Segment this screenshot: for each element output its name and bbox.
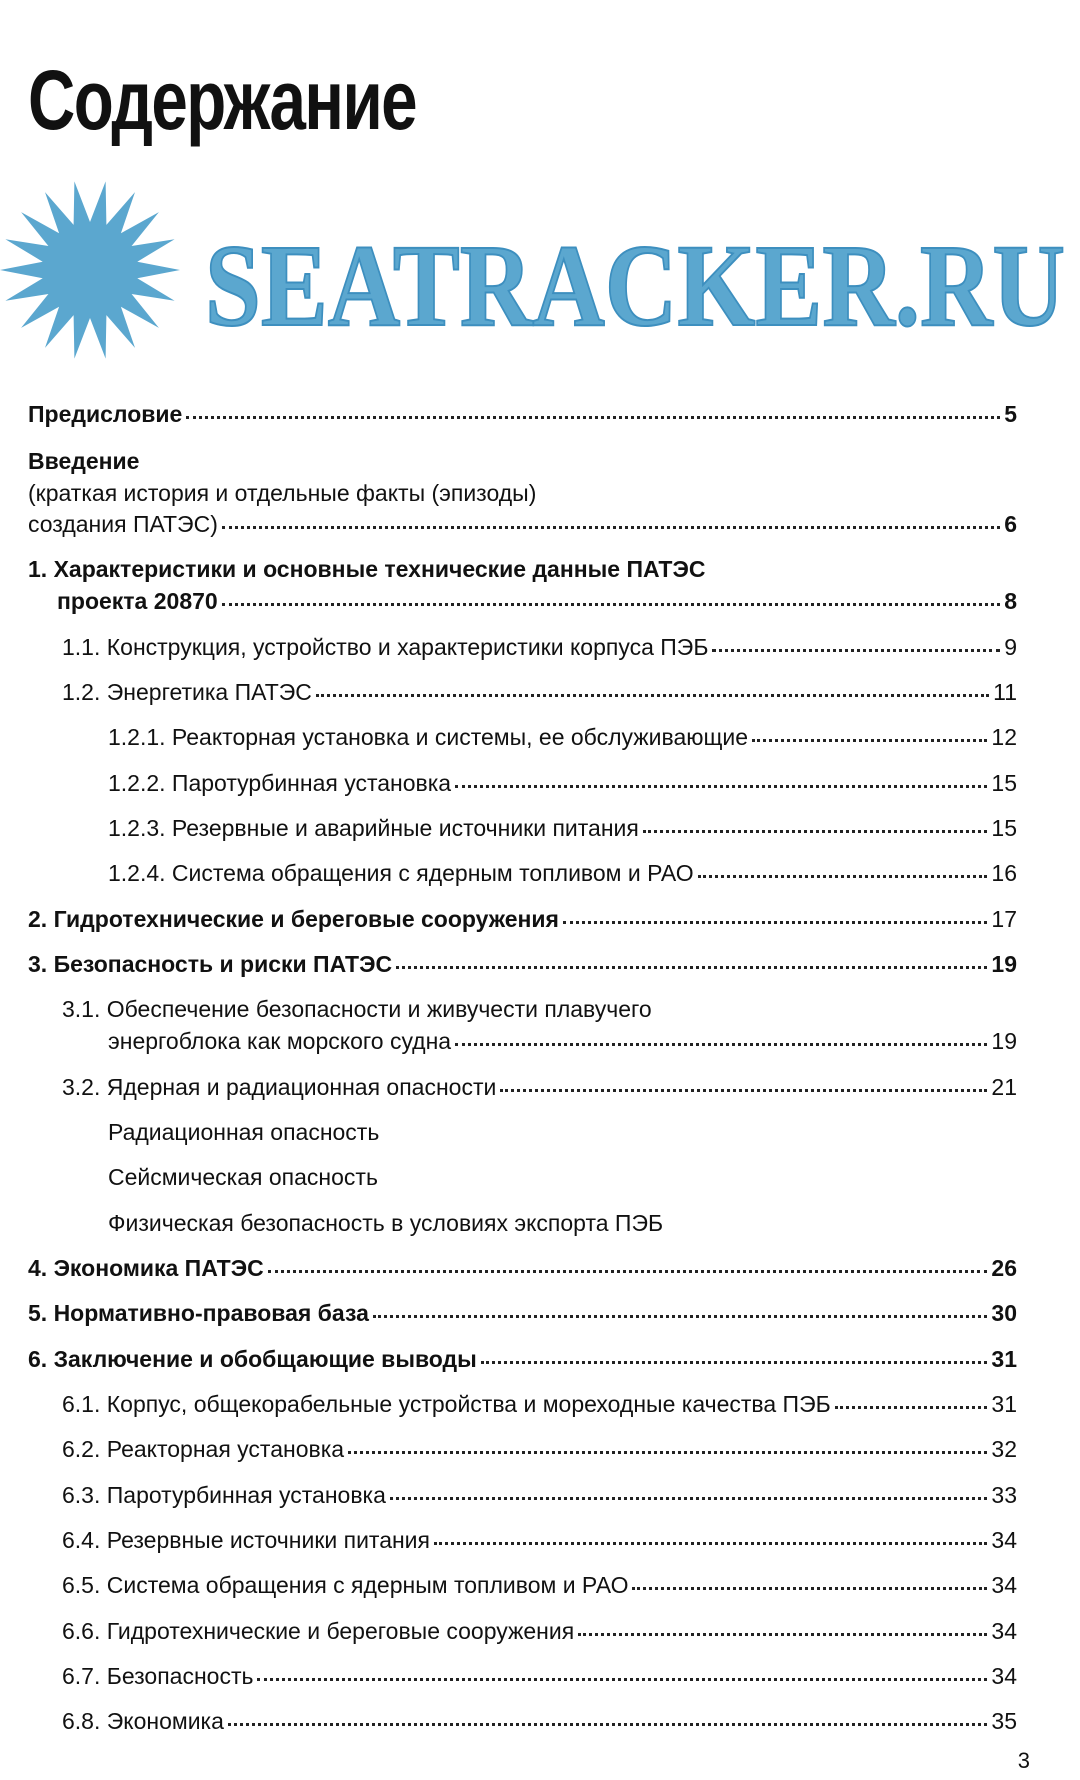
dot-leader [396, 966, 987, 969]
dot-leader [186, 416, 1000, 419]
dot-leader [500, 1089, 987, 1092]
dot-leader [390, 1497, 987, 1500]
dot-leader [455, 1043, 987, 1046]
dot-leader [373, 1315, 988, 1318]
toc-entry-page: 34 [991, 1663, 1017, 1689]
toc-entry-page: 35 [991, 1708, 1017, 1734]
toc-entry [62, 1072, 1017, 1102]
toc-entry-title: 6.7. Безопасность [62, 1663, 254, 1689]
toc-entry [108, 722, 1017, 752]
toc-entry-title: 1.2. Энергетика ПАТЭС [62, 679, 312, 705]
watermark-text: SEATRACKER.RU [205, 220, 1065, 351]
toc-entry-page: 12 [991, 724, 1017, 750]
toc-entry-title: 6.5. Система обращения с ядерным топливом и РАО [62, 1572, 629, 1598]
toc-entry [28, 949, 1017, 979]
toc-entry-page: 17 [991, 906, 1017, 932]
toc-entry-title: 6.3. Паротурбинная установка [62, 1482, 386, 1508]
toc-entry [28, 1298, 1017, 1328]
page-title: Содержание [28, 53, 417, 147]
toc-entry-title: Радиационная опасность [108, 1119, 380, 1145]
toc-entry [28, 1344, 1017, 1374]
page-number: 3 [1017, 1748, 1030, 1773]
dot-leader [316, 694, 989, 697]
toc-entry [108, 858, 1017, 888]
toc-entry-title: 1.1. Конструкция, устройство и характеристики корпуса ПЭБ [62, 634, 709, 660]
toc-entry [62, 677, 1017, 707]
toc-entry [62, 1616, 1017, 1646]
toc-entry-title: 6.8. Экономика [62, 1708, 224, 1734]
toc-entry [62, 1706, 1017, 1736]
toc-entry-title: 1.2.4. Система обращения с ядерным топливом и РАО [108, 860, 694, 886]
dot-leader [228, 1723, 987, 1726]
toc-entry-title: 6.2. Реакторная установка [62, 1436, 345, 1462]
toc-entry-title: 1.2.1. Реакторная установка и системы, ее обслуживающие [108, 724, 749, 750]
toc-entry-title: Физическая безопасность в условиях экспорта ПЭБ [108, 1210, 664, 1236]
dot-leader [752, 739, 987, 742]
toc-entry [62, 1525, 1017, 1555]
toc-entry-title: 6.6. Гидротехнические и береговые сооружения [62, 1618, 575, 1644]
toc-entry-page: 31 [991, 1391, 1017, 1417]
toc-entry [28, 904, 1017, 934]
dot-leader [348, 1451, 987, 1454]
toc-entry-page: 9 [1004, 634, 1017, 660]
toc-entry-title: 3.1. Обеспечение безопасности и живучести плавучего [62, 996, 652, 1022]
toc-entry-page: 21 [991, 1074, 1017, 1100]
toc-entry-page: 32 [991, 1436, 1017, 1462]
dot-leader [268, 1270, 988, 1273]
toc-entry [62, 994, 1017, 1024]
toc-entry-page: 34 [991, 1618, 1017, 1644]
toc-entry-page: 34 [991, 1572, 1017, 1598]
toc-entry-title: 1.2.3. Резервные и аварийные источники питания [108, 815, 639, 841]
toc-entry-page: 33 [991, 1482, 1017, 1508]
toc-entry [28, 509, 1017, 539]
toc-entry-title: 6. Заключение и обобщающие выводы [28, 1346, 477, 1372]
toc-entry [62, 1570, 1017, 1600]
toc-entry-title: 6.4. Резервные источники питания [62, 1527, 430, 1553]
toc-entry [62, 632, 1017, 662]
toc-entry-page: 19 [991, 951, 1017, 977]
toc-entry [28, 446, 1017, 476]
dot-leader [222, 526, 1000, 529]
toc-entry-page: 26 [991, 1255, 1017, 1281]
toc-entry [28, 1253, 1017, 1283]
toc-entry-title: 1.2.2. Паротурбинная установка [108, 770, 452, 796]
toc-entry [57, 586, 1017, 616]
toc-entry-title: 3.2. Ядерная и радиационная опасности [62, 1074, 497, 1100]
toc-entry-title: (краткая история и отдельные факты (эпизоды) [28, 480, 537, 506]
toc-entry-page: 6 [1004, 511, 1017, 537]
toc-entry [28, 478, 1017, 508]
dot-leader [698, 875, 988, 878]
toc-entry-title: 4. Экономика ПАТЭС [28, 1255, 264, 1281]
toc-entry-title: Предисловие [28, 401, 183, 427]
toc-entry-page: 19 [991, 1028, 1017, 1054]
starburst-icon [0, 181, 180, 358]
dot-leader [578, 1633, 987, 1636]
dot-leader [257, 1678, 987, 1681]
toc-entry [62, 1434, 1017, 1464]
dot-leader [455, 785, 987, 788]
toc-entry-page: 34 [991, 1527, 1017, 1553]
toc-entry-title: 3. Безопасность и риски ПАТЭС [28, 951, 393, 977]
toc-entry [28, 399, 1017, 429]
toc-entry-title: 6.1. Корпус, общекорабельные устройства и мореходные качества ПЭБ [62, 1391, 831, 1417]
toc-entry [62, 1480, 1017, 1510]
toc-entry-title: проекта 20870 [57, 588, 218, 614]
toc-entry-title: создания ПАТЭС) [28, 511, 218, 537]
toc-entry [108, 768, 1017, 798]
dot-leader [481, 1361, 988, 1364]
toc-entry-page: 15 [991, 815, 1017, 841]
toc-entry-title: Введение [28, 448, 140, 474]
toc-entry-title: 2. Гидротехнические и береговые сооружения [28, 906, 559, 932]
toc-entry-page: 8 [1004, 588, 1017, 614]
dot-leader [835, 1406, 988, 1409]
toc-entry-title: Сейсмическая опасность [108, 1164, 378, 1190]
toc-entry [108, 813, 1017, 843]
dot-leader [222, 603, 1001, 606]
toc-entry-title: 1. Характеристики и основные технические данные ПАТЭС [28, 556, 706, 582]
toc-entry-page: 30 [991, 1300, 1017, 1326]
toc-entry-page: 15 [991, 770, 1017, 796]
toc-entry [108, 1162, 1017, 1192]
dot-leader [632, 1587, 987, 1590]
dot-leader [712, 649, 1000, 652]
toc-entry-page: 11 [993, 679, 1017, 705]
watermark [0, 175, 1080, 365]
toc-entry [108, 1026, 1017, 1056]
toc-entry [62, 1389, 1017, 1419]
toc-entry-page: 16 [991, 860, 1017, 886]
toc-entry-title: энергоблока как морского судна [108, 1028, 452, 1054]
dot-leader [563, 921, 987, 924]
toc-entry-title: 5. Нормативно-правовая база [28, 1300, 369, 1326]
toc-entry-page: 5 [1004, 401, 1017, 427]
dot-leader [643, 830, 988, 833]
toc-entry [108, 1208, 1017, 1238]
toc-entry [108, 1117, 1017, 1147]
toc-entry [28, 554, 1017, 584]
toc-entry [62, 1661, 1017, 1691]
dot-leader [434, 1542, 987, 1545]
toc-entry-page: 31 [991, 1346, 1017, 1372]
